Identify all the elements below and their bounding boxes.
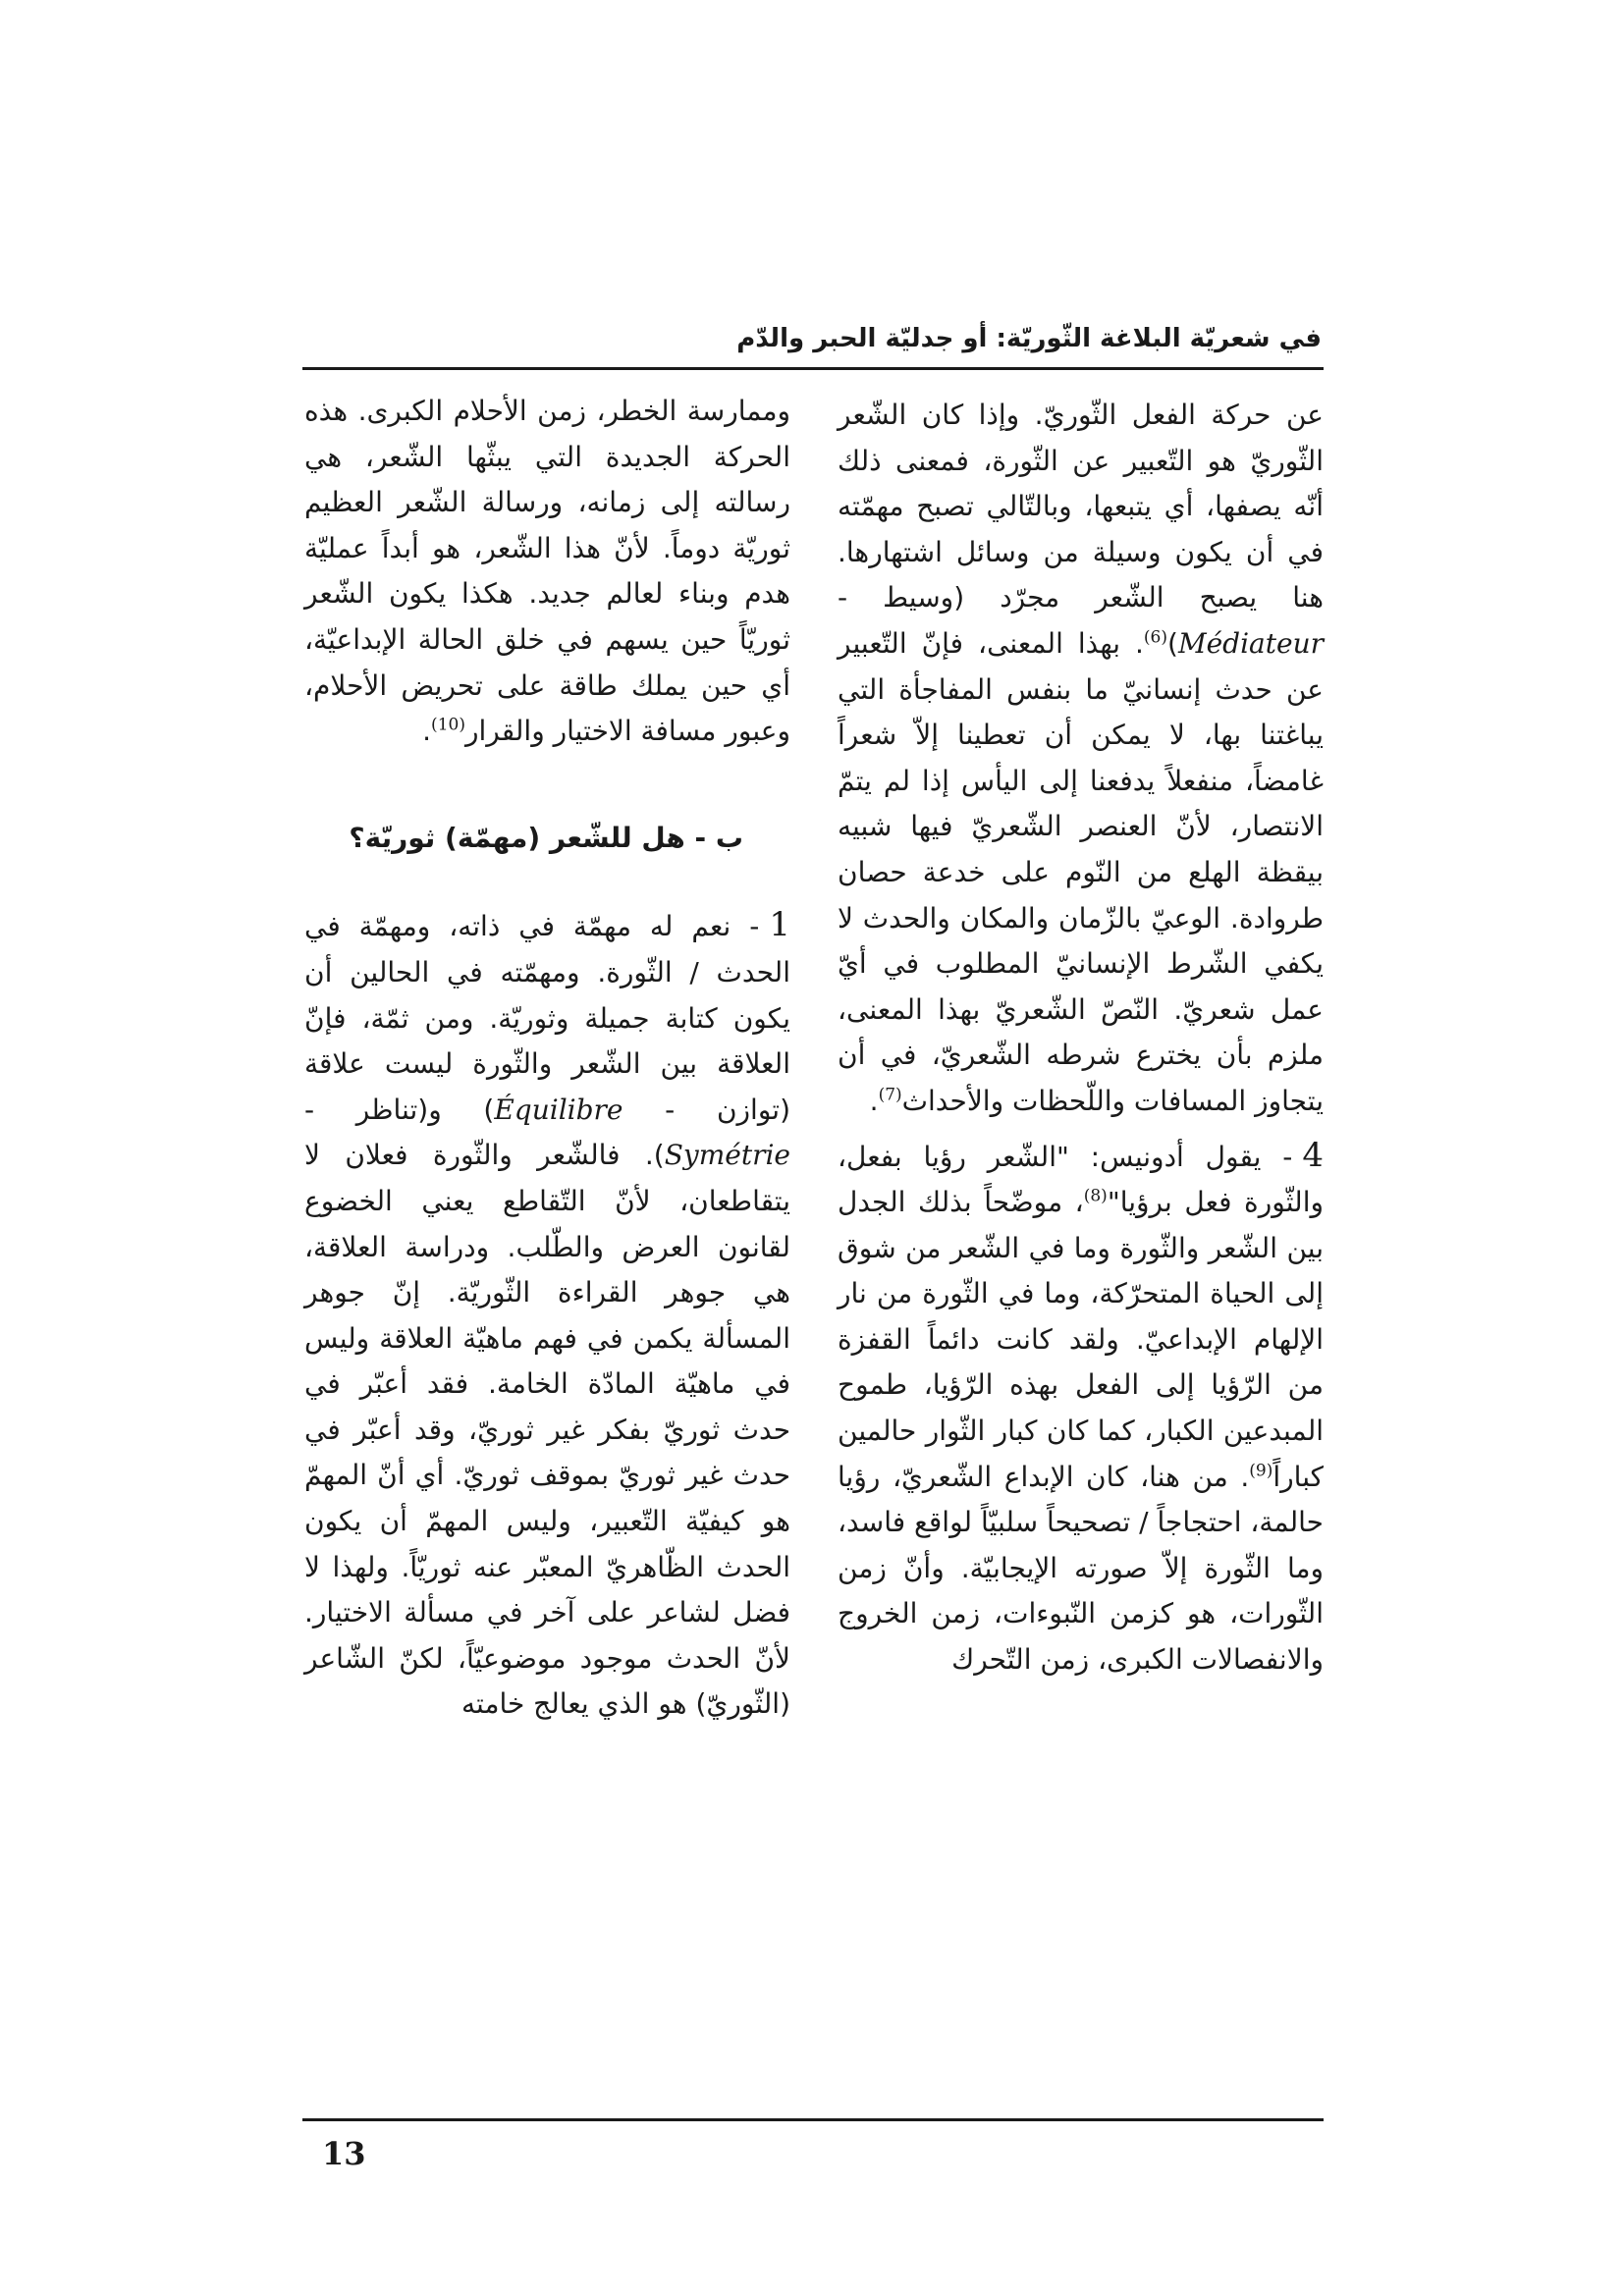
page-number: 13 xyxy=(322,2135,366,2172)
footnote-ref: (6) xyxy=(1143,627,1167,648)
text-run: ) xyxy=(1167,626,1178,660)
text-run: - يقول أدونيس: "الشّعر رؤيا بفعل، والثّورة فعل برؤيا" xyxy=(838,1140,1324,1219)
footnote-ref: (9) xyxy=(1249,1461,1273,1481)
text-run: عن حركة الفعل الثّوريّ. وإذا كان الشّعر الثّوريّ هو التّعبير عن الثّورة، فمعنى ذلك أنّه يصفها، أي يتبعها، وبالتّالي تصبح مهمّته في أن يكون وسيلة من وسائل اشتهارها. هنا يصبح الشّعر مجرّد (وسيط - xyxy=(838,399,1324,614)
footnote-ref: (10) xyxy=(431,715,465,735)
paragraph xyxy=(838,393,1324,1125)
left-column xyxy=(304,389,790,1728)
text-run: وممارسة الخطر، زمن الأحلام الكبرى. هذه الحركة الجديدة التي يبثّها الشّعر، هي رسالته إلى زمانه، ورسالة الشّعر العظيم ثوريّة دوماً. لأنّ هذا الشّعر، هو أبداً عمليّة هدم وبناء لعالم جديد. هكذا يكون الشّعر ثوريّاً حين يسهم في خلق الحالة الإبداعيّة، أي حين يملك طاقة على تحريض الأحلام، وعبور مسافة الاختيار والقرار xyxy=(304,395,790,748)
paragraph-number: 4 xyxy=(1302,1135,1324,1175)
footnote-ref: (8) xyxy=(1083,1186,1108,1206)
text-run: . بهذا المعنى، فإنّ التّعبير عن حدث إنسانيّ ما بنفس المفاجأة التي يباغتنا بها، لا يمكن أن تعطينا إلاّ شعراً غامضاً، منفعلاً يدفعنا إلى اليأس إذا لم يتمّ الانتصار، لأنّ العنصر الشّعريّ فيها شبيه بيقظة الهلع من النّوم على خدعة حصان طروادة. الوعيّ بالزّمان والمكان والحدث لا يكفي الشّرط الإنسانيّ المطلوب في أيّ عمل شعريّ. النّصّ الشّعريّ بهذا المعنى، ملزم بأن يخترع شرطه الشّعريّ، في أن يتجاوز المسافات واللّحظات والأحداث xyxy=(838,626,1324,1117)
latin-term: Équilibre xyxy=(494,1093,623,1126)
right-column xyxy=(838,393,1324,1683)
text-run: . xyxy=(422,715,432,748)
text-run: . xyxy=(869,1084,879,1117)
paragraph xyxy=(304,902,790,1728)
paragraph xyxy=(304,389,790,755)
text-run: - نعم له مهمّة في ذاته، ومهمّة في الحدث / الثّورة. ومهمّته في الحالين أن يكون كتابة جميلة وثوريّة. ومن ثمّة، فإنّ العلاقة بين الشّعر والثّورة ليست علاقة (توازن - xyxy=(304,910,790,1126)
section-heading: ب - هل للشّعر (مهمّة) ثوريّة؟ xyxy=(349,821,743,854)
running-header-title: في شعريّة البلاغة الثّوريّة: أو جدليّة الحبر والدّم xyxy=(736,324,1322,353)
paragraph xyxy=(838,1133,1324,1683)
footnote-ref: (7) xyxy=(878,1085,902,1105)
header-rule xyxy=(302,367,1324,370)
text-run: ، موضّحاً بذلك الجدل بين الشّعر والثّورة وما في الشّعر من شوق إلى الحياة المتحرّكة، وما في الثّورة من نار الإلهام الإبداعيّ. ولقد كانت دائماً القفزة من الرّؤيا إلى الفعل بهذه الرّؤيا، طموح المبدعين الكبار، كما كان كبار الثّوار حالمين كباراً xyxy=(838,1186,1324,1493)
latin-term: Médiateur xyxy=(1177,626,1324,660)
text-run: ). فالشّعر والثّورة فعلان لا يتقاطعان، لأنّ التّقاطع يعني الخضوع لقانون العرض والطّلب. ودراسة العلاقة، هي جوهر القراءة الثّوريّة. إنّ جوهر المسألة يكمن في فهم ماهيّة العلاقة وليس في ماهيّة المادّة الخامة. فقد أعبّر في حدث ثوريّ بفكر غير ثوريّ، وقد أعبّر في حدث غير ثوريّ بموقف ثوريّ. أي أنّ المهمّ هو كيفيّة التّعبير، وليس المهمّ أن يكون الحدث الظّاهريّ المعبّر عنه ثوريّاً. ولهذا لا فضل لشاعر على آخر في مسألة الاختيار. لأنّ الحدث موجود موضوعيّاً، لكنّ الشّاعر (الثّوريّ) هو الذي يعالج خامته xyxy=(304,1139,790,1721)
text-run: . من هنا، كان الإبداع الشّعريّ، رؤيا حالمة، احتجاجاً / تصحيحاً سلبيّاً لواقع فاسد، وما الثّورة إلاّ صورته الإيجابيّة. وأنّ زمن الثّورات، هو كزمن النّبوءات، زمن الخروج والانفصالات الكبرى، زمن التّحرك xyxy=(838,1460,1324,1677)
footer-rule xyxy=(302,2118,1324,2121)
latin-term: Symétrie xyxy=(664,1139,790,1172)
text-run: ) و(تناظر - xyxy=(304,1093,495,1126)
paragraph-number: 1 xyxy=(769,905,790,945)
